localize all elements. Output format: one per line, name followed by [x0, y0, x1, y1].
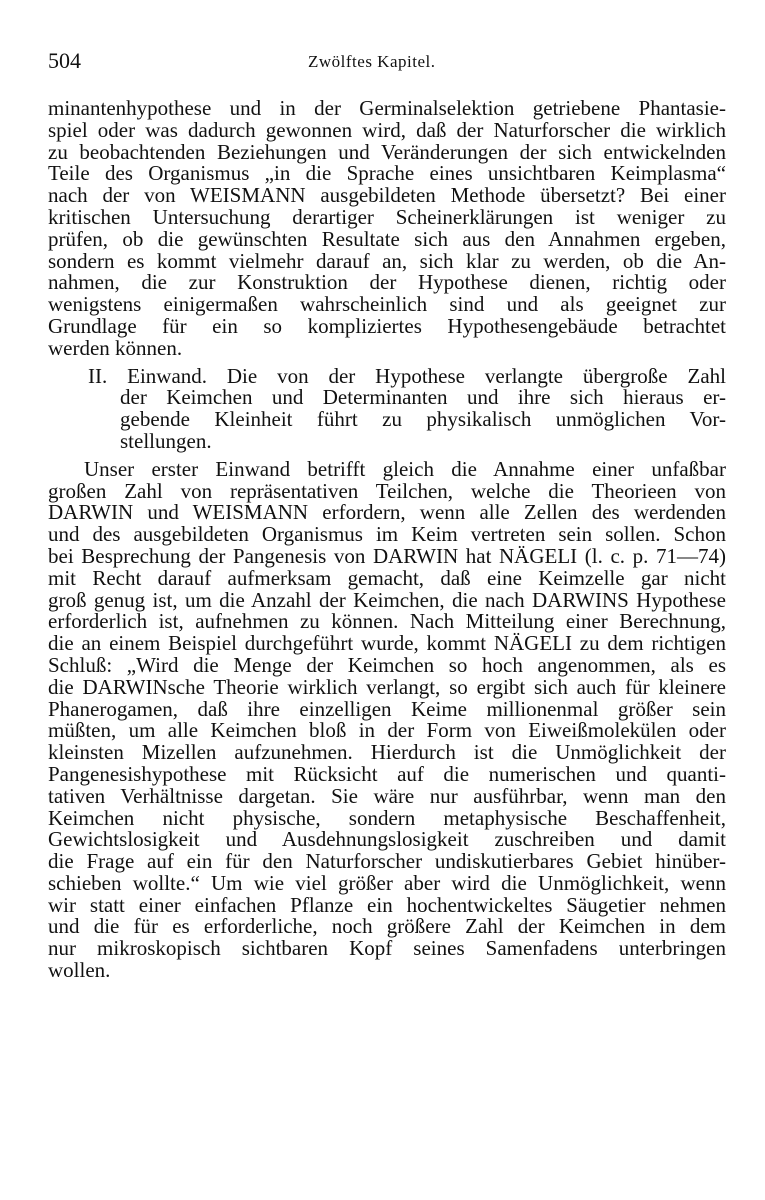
text-line: sondern es kommt vielmehr darauf an, sich klar zu werden, ob die An- [48, 248, 726, 273]
text-line: und die für es erforderliche, noch größere Zahl der Keimchen in dem [48, 914, 726, 939]
text-line: kritischen Untersuchung derartiger Scheinerklärungen ist weniger zu [48, 204, 726, 229]
text-line: müßten, um alle Keimchen bloß in der Form von Eiweißmolekülen oder [48, 718, 726, 743]
running-head [48, 46, 720, 76]
text-line: großen Zahl von repräsentativen Teilchen, welche die Theorieen von [48, 478, 726, 503]
text-line: Teile des Organismus „in die Sprache eines unsichtbaren Keimplasma“ [48, 161, 726, 186]
text-line: Keimchen nicht physische, sondern metaphysische Beschaffenheit, [48, 805, 726, 830]
chapter-title: Zwölftes Kapitel. [308, 52, 436, 71]
text-line: nach der von WEISMANN ausgebildeten Methode übersetzt? Bei einer [48, 183, 726, 208]
text-line: DARWIN und WEISMANN erfordern, wenn alle Zellen des werdenden [48, 500, 726, 525]
page-number: 504 [48, 48, 81, 73]
text-line: wollen. [48, 958, 111, 983]
objection-heading-line: der Keimchen und Determinanten und ihre sich hieraus er- [120, 385, 726, 410]
text-line: mit Recht darauf aufmerksam gemacht, daß eine Keimzelle gar nicht [48, 565, 726, 590]
text-line: die an einem Beispiel durchgeführt wurde, kommt NÄGELI zu dem richtigen [48, 631, 726, 656]
text-line: minantenhypothese und in der Germinalselektion getriebene Phantasie- [48, 96, 726, 120]
text-line: nur mikroskopisch sichtbaren Kopf seines Samenfadens unterbringen [48, 936, 726, 961]
text-line: die DARWINsche Theorie wirklich verlangt, so ergibt sich auch für kleinere [48, 674, 726, 699]
text-line: Gewichtslosigkeit und Ausdehnungslosigkeit zuschreiben und damit [48, 827, 726, 852]
text-line: die Frage auf ein für den Naturforscher undiskutierbares Gebiet hinüber- [48, 849, 726, 874]
objection-heading-line: II. Einwand. Die von der Hypothese verlangte übergroße Zahl [88, 363, 726, 388]
text-line: Schluß: „Wird die Menge der Keimchen so hoch angenommen, als es [48, 652, 726, 677]
text-line: erforderlich ist, aufnehmen zu können. Nach Mitteilung einer Berechnung, [48, 609, 726, 634]
text-line: tativen Verhältnisse dargetan. Sie wäre nur ausführbar, wenn man den [48, 783, 726, 808]
objection-heading-line: stellungen. [120, 428, 212, 453]
text-line: wir statt einer einfachen Pflanze ein hochentwickeltes Säugetier nehmen [48, 892, 726, 917]
text-line: Unser erster Einwand betrifft gleich die Annahme einer unfaßbar [84, 456, 726, 481]
text-line: prüfen, ob die gewünschten Resultate sich aus den Annahmen ergeben, [48, 226, 726, 251]
text-line: und des ausgebildeten Organismus im Keim vertreten sein sollen. Schon [48, 522, 726, 547]
body-text [48, 98, 726, 982]
text-line: kleinsten Mizellen aufzunehmen. Hierdurch ist die Unmöglichkeit der [48, 740, 726, 765]
text-line: nahmen, die zur Konstruktion der Hypothese dienen, richtig oder [48, 270, 726, 295]
objection-heading-line: gebende Kleinheit führt zu physikalisch unmöglichen Vor- [120, 407, 726, 432]
text-line: bei Besprechung der Pangenesis von DARWIN hat NÄGELI (l. c. p. 71—74) [48, 543, 726, 568]
text-line: spiel oder was dadurch gewonnen wird, daß der Naturforscher die wirklich [48, 117, 726, 142]
text-line: Grundlage für ein so kompliziertes Hypothesengebäude betrachtet [48, 313, 726, 338]
text-line: werden können. [48, 335, 183, 360]
text-line: Pangenesishypothese mit Rücksicht auf die numerischen und quanti- [48, 761, 726, 786]
text-line: zu beobachtenden Beziehungen und Veränderungen der sich entwickelnden [48, 139, 726, 164]
text-line: groß genug ist, um die Anzahl der Keimchen, die nach DARWINS Hypothese [48, 587, 726, 612]
text-line: schieben wollte.“ Um wie viel größer aber wird die Unmöglichkeit, wenn [48, 870, 726, 895]
text-line: wenigstens einigermaßen wahrscheinlich sind und als geeignet zur [48, 292, 726, 317]
text-line: Phanerogamen, daß ihre einzelligen Keime millionenmal größer sein [48, 696, 726, 721]
